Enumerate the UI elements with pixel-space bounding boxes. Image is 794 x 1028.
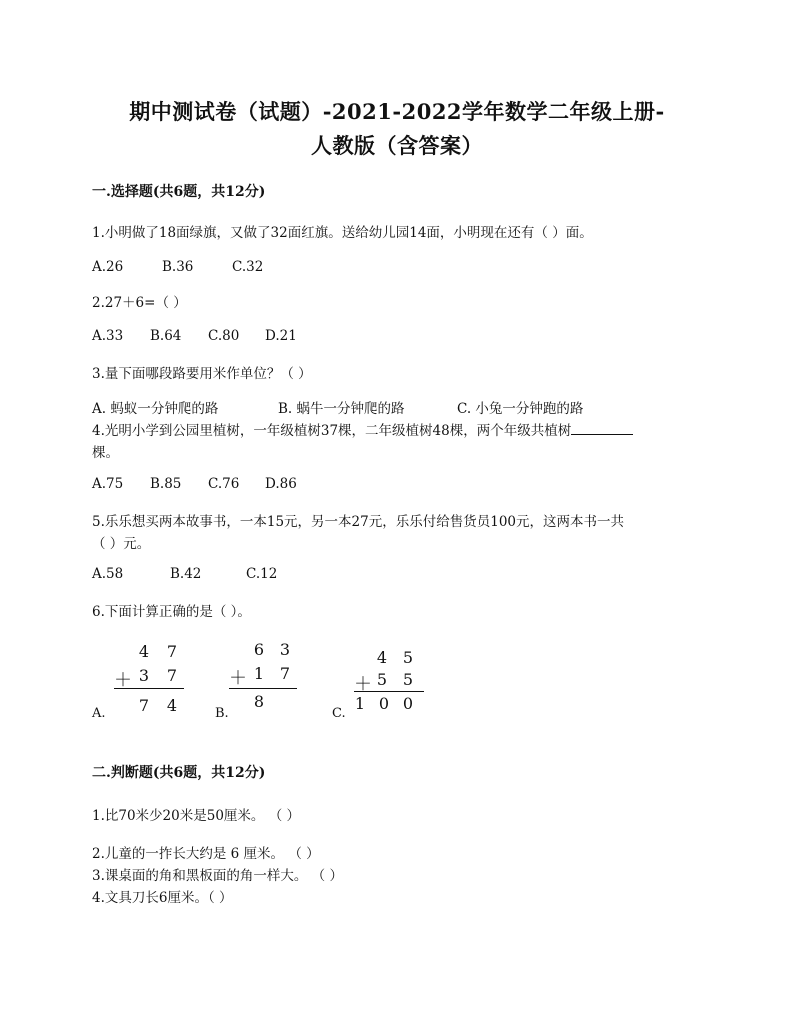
option-a[interactable]: A.58: [92, 566, 124, 582]
vertical-addition-c[interactable]: [332, 646, 442, 724]
option-b[interactable]: B. 蜗牛一分钟爬的路: [278, 401, 405, 417]
digit: 1: [354, 694, 366, 713]
option-a[interactable]: A.33: [92, 328, 124, 344]
page-title-line1: 期中测试卷（试题）-2021-2022学年数学二年级上册-: [129, 99, 665, 124]
question-6-text: 6.下面计算正确的是（ ）。: [92, 604, 251, 620]
question-5-options: [92, 566, 652, 584]
digit: 0: [378, 694, 390, 713]
digit: 7: [138, 696, 150, 715]
question-5-text-part2: （ ）元。: [92, 536, 151, 552]
option-a[interactable]: A. 蚂蚁一分钟爬的路: [92, 401, 219, 417]
digit: 6: [253, 640, 265, 659]
option-b[interactable]: B.64: [150, 328, 182, 344]
plus-sign: ＋: [229, 668, 247, 689]
option-d[interactable]: D.86: [265, 476, 297, 492]
question-5-text-part1: 5.乐乐想买两本故事书，一本15元，另一本27元，乐乐付给售货员100元，这两本书一共: [92, 514, 625, 530]
question-1-text: 1.小明做了18面绿旗，又做了32面红旗。送给幼儿园14面，小明现在还有（ ）面。: [92, 225, 593, 241]
digit: 1: [253, 664, 265, 683]
digit: 4: [376, 648, 388, 667]
option-d[interactable]: D.21: [265, 328, 297, 344]
digit: 7: [279, 664, 291, 683]
judgement-2: 2.儿童的一拃长大约是 6 厘米。 （ ）: [92, 846, 320, 862]
judgement-3: 3.课桌面的角和黑板面的角一样大。 （ ）: [92, 868, 343, 884]
question-2-options: [92, 328, 652, 346]
option-a[interactable]: A.26: [92, 259, 124, 275]
option-b[interactable]: B.85: [150, 476, 182, 492]
option-a[interactable]: A.75: [92, 476, 124, 492]
digit: 7: [166, 666, 178, 685]
sum-line: [354, 691, 424, 692]
judgement-4: 4.文具刀长6厘米。（ ）: [92, 890, 233, 906]
question-2-text: 2.27＋6=（ ）: [92, 295, 187, 311]
question-4-text-part1: 4.光明小学到公园里植树，一年级植树37棵，二年级植树48棵，两个年级共植树: [92, 423, 572, 439]
option-c[interactable]: C.76: [208, 476, 240, 492]
digit: 7: [166, 642, 178, 661]
answer-blank[interactable]: [571, 421, 633, 435]
option-c[interactable]: C.32: [232, 259, 264, 275]
question-3-options: [92, 397, 652, 415]
digit: 3: [138, 666, 150, 685]
digit: 4: [166, 696, 178, 715]
page-title-line2: 人教版（含答案）: [311, 133, 483, 158]
digit: 3: [279, 640, 291, 659]
digit: 5: [402, 648, 414, 667]
question-4-options: [92, 476, 652, 494]
question-4-text-part2: 棵。: [92, 445, 119, 461]
option-c[interactable]: C.80: [208, 328, 240, 344]
sum-line: [229, 688, 297, 689]
vertical-addition-b[interactable]: [215, 638, 325, 724]
vertical-addition-a[interactable]: [92, 640, 202, 724]
option-label-a: A.: [92, 706, 106, 721]
sum-line: [114, 688, 184, 689]
plus-sign: ＋: [354, 674, 372, 695]
digit: 5: [402, 670, 414, 689]
section-heading-judgement: 二.判断题(共6题，共12分): [92, 765, 266, 781]
digit: 0: [402, 694, 414, 713]
option-b[interactable]: B.36: [162, 259, 194, 275]
judgement-1: 1.比70米少20米是50厘米。 （ ）: [92, 808, 300, 824]
section-heading-choice: 一.选择题(共6题，共12分): [92, 184, 266, 200]
question-4-text: [92, 419, 633, 439]
digit: 8: [253, 692, 265, 711]
option-b[interactable]: B.42: [170, 566, 202, 582]
option-label-b: B.: [215, 706, 229, 721]
plus-sign: ＋: [114, 670, 132, 691]
question-3-text: 3.量下面哪段路要用米作单位？（ ）: [92, 366, 312, 382]
question-1-options: [92, 259, 652, 277]
option-c[interactable]: C.12: [246, 566, 278, 582]
option-label-c: C.: [332, 706, 346, 721]
digit: 4: [138, 642, 150, 661]
option-c[interactable]: C. 小兔一分钟跑的路: [457, 401, 584, 417]
digit: 5: [376, 670, 388, 689]
